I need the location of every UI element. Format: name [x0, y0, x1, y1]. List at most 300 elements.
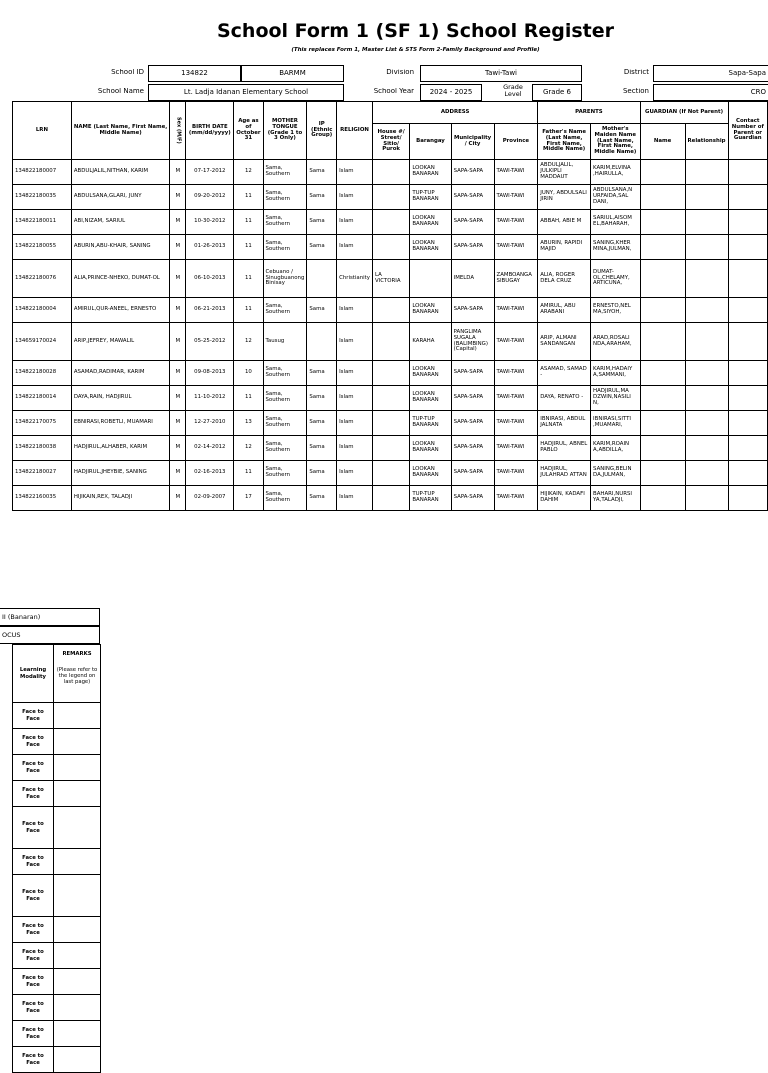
- cell-name: HADJIRUL,JHEYBIE, SANING: [71, 461, 170, 486]
- cell-father: JUNY, ABDULSALI JIRIN: [538, 185, 591, 210]
- cell-mother-tongue: Cebuano / Sinugbuanong Binisay: [263, 260, 307, 298]
- cell-house: [372, 386, 409, 411]
- grade-level-value: Grade 6: [532, 84, 582, 101]
- modality-row: [13, 917, 101, 943]
- cell-sex: M: [170, 235, 186, 260]
- cell-age: 11: [234, 260, 263, 298]
- col-mother: Mother's Maiden Name (Last Name, First Name, Middle Name): [591, 124, 641, 160]
- cell-relationship: [685, 323, 728, 361]
- cell-name: ALIA,PRINCE-NHEKO, DUMAT-OL: [71, 260, 170, 298]
- cell-house: [372, 185, 409, 210]
- cell-province: TAWI-TAWI: [494, 361, 538, 386]
- cell-lrn: 134822180035: [13, 185, 72, 210]
- col-parents: PARENTS: [538, 102, 640, 124]
- cell-religion: Islam: [337, 411, 373, 436]
- cell-modality: Face to Face: [13, 995, 54, 1021]
- school-name-value: Lt. Ladja Idanan Elementary School: [148, 84, 344, 101]
- modality-row: [13, 969, 101, 995]
- cell-lrn: 134822180038: [13, 436, 72, 461]
- cell-modality: Face to Face: [13, 1021, 54, 1047]
- cell-birth-date: 09-20-2012: [186, 185, 234, 210]
- cell-house: [372, 298, 409, 323]
- cell-province: TAWI-TAWI: [494, 298, 538, 323]
- col-guardian-name: Name: [640, 124, 685, 160]
- cell-modality: Face to Face: [13, 755, 54, 781]
- cell-birth-date: 09-08-2013: [186, 361, 234, 386]
- cell-guardian-name: [640, 323, 685, 361]
- cell-province: ZAMBOANGA SIBUGAY: [494, 260, 538, 298]
- cell-relationship: [685, 160, 728, 185]
- cell-relationship: [685, 436, 728, 461]
- cell-name: HADJIRUL,ALHABER, KARIM: [71, 436, 170, 461]
- cell-age: 12: [234, 323, 263, 361]
- cell-mother-tongue: Sama, Southern: [263, 160, 307, 185]
- cell-ip: Sama: [307, 361, 337, 386]
- cell-ip: Sama: [307, 160, 337, 185]
- cell-guardian-name: [640, 386, 685, 411]
- cell-relationship: [685, 185, 728, 210]
- cell-religion: Islam: [337, 185, 373, 210]
- cell-remarks: [54, 781, 101, 807]
- col-contact: Contact Number of Parent or Guardian: [728, 102, 767, 160]
- district-value: Sapa-Sapa: [653, 65, 768, 82]
- cell-lrn: 134822180028: [13, 361, 72, 386]
- cell-province: TAWI-TAWI: [494, 185, 538, 210]
- cell-relationship: [685, 411, 728, 436]
- cell-mother-tongue: Tausug: [263, 323, 307, 361]
- cell-house: [372, 235, 409, 260]
- cell-house: [372, 486, 409, 511]
- form-title: School Form 1 (SF 1) School Register: [216, 20, 615, 42]
- modality-row: [13, 807, 101, 849]
- cell-modality: Face to Face: [13, 729, 54, 755]
- cell-lrn: 134822180004: [13, 298, 72, 323]
- learner-row: [13, 386, 768, 411]
- col-guardian: GUARDIAN (If Not Parent): [640, 102, 728, 124]
- cell-contact: [728, 235, 767, 260]
- cell-contact: [728, 386, 767, 411]
- cell-sex: M: [170, 210, 186, 235]
- cell-religion: Christianity: [337, 260, 373, 298]
- cell-age: 11: [234, 210, 263, 235]
- modality-row: [13, 849, 101, 875]
- cell-mother: ERNESTO,NEL MA,SIYOH,: [591, 298, 641, 323]
- school-id-label: School ID: [111, 69, 144, 76]
- cell-province: TAWI-TAWI: [494, 436, 538, 461]
- cell-sex: M: [170, 160, 186, 185]
- cell-house: [372, 160, 409, 185]
- cell-relationship: [685, 386, 728, 411]
- col-mother-tongue: MOTHER TONGUE (Grade 1 to 3 Only): [263, 102, 307, 160]
- cell-religion: Islam: [337, 361, 373, 386]
- cell-mother: ABDULSANA,N URFAIDA,SAL DANI,: [591, 185, 641, 210]
- cell-municipality: SAPA-SAPA: [451, 411, 494, 436]
- cell-remarks: [54, 755, 101, 781]
- learner-row: [13, 486, 768, 511]
- cell-remarks: [54, 943, 101, 969]
- learner-row: [13, 298, 768, 323]
- cell-municipality: SAPA-SAPA: [451, 486, 494, 511]
- cell-modality: Face to Face: [13, 943, 54, 969]
- cell-province: TAWI-TAWI: [494, 411, 538, 436]
- cell-province: TAWI-TAWI: [494, 323, 538, 361]
- cell-mother: HADJIRUL,MA DZWIN,NASILI N,: [591, 386, 641, 411]
- division-value: Tawi-Tawi: [420, 65, 582, 82]
- modality-table: [12, 644, 101, 1073]
- cell-municipality: SAPA-SAPA: [451, 298, 494, 323]
- cell-remarks: [54, 995, 101, 1021]
- col-father: Father's Name (Last Name, First Name, Middle Name): [538, 124, 591, 160]
- cell-ip: Sama: [307, 298, 337, 323]
- cell-father: HADJIRUL, JULAHRAD ATTAN: [538, 461, 591, 486]
- cell-ip: Sama: [307, 461, 337, 486]
- grade-level-label: Grade Level: [503, 84, 523, 99]
- cell-barangay: LOOKAN BANARAN: [410, 361, 451, 386]
- cell-contact: [728, 461, 767, 486]
- cell-barangay: LOOKAN BANARAN: [410, 160, 451, 185]
- cell-ip: Sama: [307, 185, 337, 210]
- cell-remarks: [54, 849, 101, 875]
- cell-lrn: 134822180076: [13, 260, 72, 298]
- cell-father: HADJIRUL, ABNEL PABLO: [538, 436, 591, 461]
- cell-sex: M: [170, 323, 186, 361]
- cell-mother: SANING,KHER MINA,JULMAN,: [591, 235, 641, 260]
- school-id-value: 134822: [148, 65, 241, 82]
- cell-age: 12: [234, 436, 263, 461]
- cell-religion: Islam: [337, 461, 373, 486]
- district-partial: II (Banaran): [0, 608, 100, 626]
- col-age: Age as of October 31: [234, 102, 263, 160]
- cell-modality: Face to Face: [13, 703, 54, 729]
- cell-ip: Sama: [307, 436, 337, 461]
- cell-municipality: SAPA-SAPA: [451, 185, 494, 210]
- cell-province: TAWI-TAWI: [494, 386, 538, 411]
- cell-birth-date: 06-10-2013: [186, 260, 234, 298]
- cell-lrn: 134822180007: [13, 160, 72, 185]
- cell-remarks: [54, 875, 101, 917]
- cell-province: TAWI-TAWI: [494, 235, 538, 260]
- cell-father: HIJIKAIN, KADAFI DAHIM: [538, 486, 591, 511]
- cell-lrn: 134822180011: [13, 210, 72, 235]
- cell-sex: M: [170, 260, 186, 298]
- cell-mother: KARIM,ELVINA ,HAIRULLA,: [591, 160, 641, 185]
- learner-row: [13, 260, 768, 298]
- col-province: Province: [494, 124, 538, 160]
- cell-province: TAWI-TAWI: [494, 461, 538, 486]
- cell-remarks: [54, 703, 101, 729]
- learner-row: [13, 323, 768, 361]
- modality-row: [13, 781, 101, 807]
- cell-house: [372, 210, 409, 235]
- cell-barangay: LOOKAN BANARAN: [410, 298, 451, 323]
- cell-remarks: [54, 1021, 101, 1047]
- cell-mother: SANING,BELIN DA,JULMAN,: [591, 461, 641, 486]
- cell-name: EBNIRASI,ROBETLI, MUAMARI: [71, 411, 170, 436]
- cell-sex: M: [170, 361, 186, 386]
- cell-modality: Face to Face: [13, 875, 54, 917]
- register-table: [12, 101, 768, 511]
- cell-lrn: 134822180055: [13, 235, 72, 260]
- cell-mother-tongue: Sama, Southern: [263, 235, 307, 260]
- cell-mother: KARIM,ROAIN A,ABDILLA,: [591, 436, 641, 461]
- cell-mother-tongue: Sama, Southern: [263, 298, 307, 323]
- cell-ip: Sama: [307, 486, 337, 511]
- remarks-header: REMARKS: [62, 651, 92, 657]
- cell-province: TAWI-TAWI: [494, 210, 538, 235]
- cell-sex: M: [170, 411, 186, 436]
- cell-mother: SARIUL,AISOM EL,BAHARAH,: [591, 210, 641, 235]
- cell-ip: [307, 260, 337, 298]
- cell-father: ABURIN, RAPIDI MAJID: [538, 235, 591, 260]
- cell-modality: Face to Face: [13, 1047, 54, 1073]
- cell-name: AMIRUL,QUR-ANEEL, ERNESTO: [71, 298, 170, 323]
- learner-row: [13, 436, 768, 461]
- cell-guardian-name: [640, 361, 685, 386]
- cell-guardian-name: [640, 185, 685, 210]
- cell-age: 11: [234, 185, 263, 210]
- cell-guardian-name: [640, 160, 685, 185]
- col-sex: Sex (M/F): [170, 102, 186, 160]
- cell-municipality: PANGLIMA SUGALA (BALIMBING) (Capital): [451, 323, 494, 361]
- cell-municipality: SAPA-SAPA: [451, 210, 494, 235]
- cell-religion: Islam: [337, 235, 373, 260]
- modality-row: [13, 755, 101, 781]
- cell-religion: Islam: [337, 323, 373, 361]
- school-year-label: School Year: [373, 88, 414, 95]
- col-address: ADDRESS: [372, 102, 537, 124]
- cell-house: [372, 461, 409, 486]
- cell-contact: [728, 260, 767, 298]
- cell-barangay: LOOKAN BANARAN: [410, 210, 451, 235]
- col-lrn: LRN: [13, 102, 72, 160]
- cell-age: 10: [234, 361, 263, 386]
- cell-municipality: SAPA-SAPA: [451, 361, 494, 386]
- cell-municipality: IMELDA: [451, 260, 494, 298]
- learner-row: [13, 160, 768, 185]
- cell-mother: DUMAT-OL,CHELAMY, ARTICUNA,: [591, 260, 641, 298]
- division-label: Division: [386, 69, 414, 76]
- cell-mother: ARAD,ROSALI NDA,ARAHAM,: [591, 323, 641, 361]
- cell-father: ALIA, ROGER DELA CRUZ: [538, 260, 591, 298]
- cell-birth-date: 12-27-2010: [186, 411, 234, 436]
- cell-guardian-name: [640, 235, 685, 260]
- cell-religion: Islam: [337, 160, 373, 185]
- cell-mother-tongue: Sama, Southern: [263, 361, 307, 386]
- cell-mother-tongue: Sama, Southern: [263, 436, 307, 461]
- cell-modality: Face to Face: [13, 781, 54, 807]
- cell-father: AMIRUL, ABU ARABANI: [538, 298, 591, 323]
- cell-barangay: KARAHA: [410, 323, 451, 361]
- cell-barangay: TUP-TUP BANARAN: [410, 185, 451, 210]
- cell-father: ASAMAD, SAMAD -: [538, 361, 591, 386]
- remarks-note: (Please refer to the legend on last page): [56, 667, 98, 686]
- cell-contact: [728, 411, 767, 436]
- cell-mother-tongue: Sama, Southern: [263, 386, 307, 411]
- cell-remarks: [54, 969, 101, 995]
- cell-ip: [307, 323, 337, 361]
- cell-house: [372, 323, 409, 361]
- cell-birth-date: 01-26-2013: [186, 235, 234, 260]
- cell-mother-tongue: Sama, Southern: [263, 411, 307, 436]
- cell-relationship: [685, 486, 728, 511]
- cell-father: DAYA, RENATO -: [538, 386, 591, 411]
- cell-province: TAWI-TAWI: [494, 486, 538, 511]
- cell-guardian-name: [640, 260, 685, 298]
- cell-house: [372, 436, 409, 461]
- cell-modality: Face to Face: [13, 917, 54, 943]
- col-ip: IP (Ethnic Group): [307, 102, 337, 160]
- cell-relationship: [685, 235, 728, 260]
- cell-relationship: [685, 260, 728, 298]
- cell-ip: Sama: [307, 235, 337, 260]
- cell-father: ARIP, ALMANI SANDANGAN: [538, 323, 591, 361]
- cell-age: 11: [234, 235, 263, 260]
- cell-municipality: SAPA-SAPA: [451, 160, 494, 185]
- cell-lrn: 134659170024: [13, 323, 72, 361]
- cell-age: 11: [234, 386, 263, 411]
- cell-birth-date: 02-09-2007: [186, 486, 234, 511]
- cell-name: ABI,NIZAM, SARIUL: [71, 210, 170, 235]
- school-name-label: School Name: [97, 88, 144, 95]
- col-birth-date: BIRTH DATE (mm/dd/yyyy): [186, 102, 234, 160]
- district-label: District: [623, 69, 649, 76]
- cell-guardian-name: [640, 411, 685, 436]
- cell-municipality: SAPA-SAPA: [451, 461, 494, 486]
- cell-father: ABBAH, ABIE M: [538, 210, 591, 235]
- cell-barangay: LOOKAN BANARAN: [410, 235, 451, 260]
- cell-age: 11: [234, 461, 263, 486]
- cell-mother-tongue: Sama, Southern: [263, 185, 307, 210]
- cell-province: TAWI-TAWI: [494, 160, 538, 185]
- school-year-value: 2024 - 2025: [420, 84, 482, 101]
- cell-name: ABDULJALIL,NITHAN, KARIM: [71, 160, 170, 185]
- cell-religion: Islam: [337, 210, 373, 235]
- cell-lrn: 134822160035: [13, 486, 72, 511]
- cell-contact: [728, 486, 767, 511]
- cell-house: LA VICTORIA: [372, 260, 409, 298]
- cell-birth-date: 06-21-2013: [186, 298, 234, 323]
- col-learning-modality: Learning Modality: [13, 645, 54, 703]
- learner-row: [13, 361, 768, 386]
- modality-row: [13, 875, 101, 917]
- modality-row: [13, 995, 101, 1021]
- cell-mother: IBNIRASI,SITTI ,MUAMARI,: [591, 411, 641, 436]
- cell-barangay: [410, 260, 451, 298]
- cell-sex: M: [170, 185, 186, 210]
- cell-name: ABDULSANA,GLARI, JUNY: [71, 185, 170, 210]
- cell-relationship: [685, 461, 728, 486]
- cell-name: ASAMAD,RADIMAR, KARIM: [71, 361, 170, 386]
- section-label: Section: [622, 88, 649, 95]
- cell-birth-date: 05-25-2012: [186, 323, 234, 361]
- cell-modality: Face to Face: [13, 969, 54, 995]
- cell-barangay: LOOKAN BANARAN: [410, 436, 451, 461]
- cell-contact: [728, 298, 767, 323]
- cell-contact: [728, 436, 767, 461]
- cell-remarks: [54, 1047, 101, 1073]
- col-remarks: [54, 645, 101, 703]
- cell-sex: M: [170, 461, 186, 486]
- modality-row: [13, 943, 101, 969]
- cell-ip: Sama: [307, 411, 337, 436]
- cell-lrn: 134822180014: [13, 386, 72, 411]
- cell-contact: [728, 160, 767, 185]
- section-value: CRO: [653, 84, 768, 101]
- form-subtitle: (This replaces Form 1, Master List & STS Form 2-Family Background and Profile): [291, 47, 540, 53]
- cell-remarks: [54, 729, 101, 755]
- learner-row: [13, 461, 768, 486]
- section-partial: OCUS: [0, 626, 100, 644]
- modality-row: [13, 1047, 101, 1073]
- col-relationship: Relationship: [685, 124, 728, 160]
- cell-guardian-name: [640, 298, 685, 323]
- cell-religion: Islam: [337, 386, 373, 411]
- cell-birth-date: 02-16-2013: [186, 461, 234, 486]
- cell-modality: Face to Face: [13, 849, 54, 875]
- cell-age: 17: [234, 486, 263, 511]
- cell-municipality: SAPA-SAPA: [451, 386, 494, 411]
- cell-sex: M: [170, 386, 186, 411]
- cell-guardian-name: [640, 461, 685, 486]
- cell-mother: KARIM,HADAIY A,SAMMANI,: [591, 361, 641, 386]
- cell-lrn: 134822170075: [13, 411, 72, 436]
- cell-age: 12: [234, 160, 263, 185]
- cell-relationship: [685, 298, 728, 323]
- cell-name: ARIP,JEFREY, MAWALIL: [71, 323, 170, 361]
- cell-remarks: [54, 917, 101, 943]
- cell-father: ABDULJALIL, JULKIPLI MADDAUT: [538, 160, 591, 185]
- cell-guardian-name: [640, 210, 685, 235]
- cell-age: 13: [234, 411, 263, 436]
- cell-lrn: 134822180027: [13, 461, 72, 486]
- cell-house: [372, 411, 409, 436]
- cell-age: 11: [234, 298, 263, 323]
- cell-house: [372, 361, 409, 386]
- learner-row: [13, 185, 768, 210]
- col-name: NAME (Last Name, First Name, Middle Name): [71, 102, 170, 160]
- cell-birth-date: 02-14-2012: [186, 436, 234, 461]
- region-value: BARMM: [241, 65, 344, 82]
- cell-contact: [728, 185, 767, 210]
- modality-row: [13, 703, 101, 729]
- cell-mother-tongue: Sama, Southern: [263, 210, 307, 235]
- learner-row: [13, 411, 768, 436]
- cell-sex: M: [170, 298, 186, 323]
- cell-municipality: SAPA-SAPA: [451, 235, 494, 260]
- cell-name: DAYA,RAIN, HADJIRUL: [71, 386, 170, 411]
- learner-row: [13, 210, 768, 235]
- cell-birth-date: 11-10-2012: [186, 386, 234, 411]
- cell-birth-date: 07-17-2012: [186, 160, 234, 185]
- cell-sex: M: [170, 436, 186, 461]
- cell-guardian-name: [640, 486, 685, 511]
- cell-religion: Islam: [337, 298, 373, 323]
- cell-name: HIJIKAIN,REX, TALADJI: [71, 486, 170, 511]
- cell-municipality: SAPA-SAPA: [451, 436, 494, 461]
- cell-contact: [728, 361, 767, 386]
- col-house: House #/ Street/ Sitio/ Purok: [372, 124, 409, 160]
- col-religion: RELIGION: [337, 102, 373, 160]
- cell-barangay: TUP-TUP BANARAN: [410, 411, 451, 436]
- cell-barangay: TUP-TUP BANARAN: [410, 486, 451, 511]
- learner-row: [13, 235, 768, 260]
- cell-relationship: [685, 210, 728, 235]
- col-barangay: Barangay: [410, 124, 451, 160]
- cell-remarks: [54, 807, 101, 849]
- cell-guardian-name: [640, 436, 685, 461]
- col-municipality: Municipality / City: [451, 124, 494, 160]
- cell-contact: [728, 323, 767, 361]
